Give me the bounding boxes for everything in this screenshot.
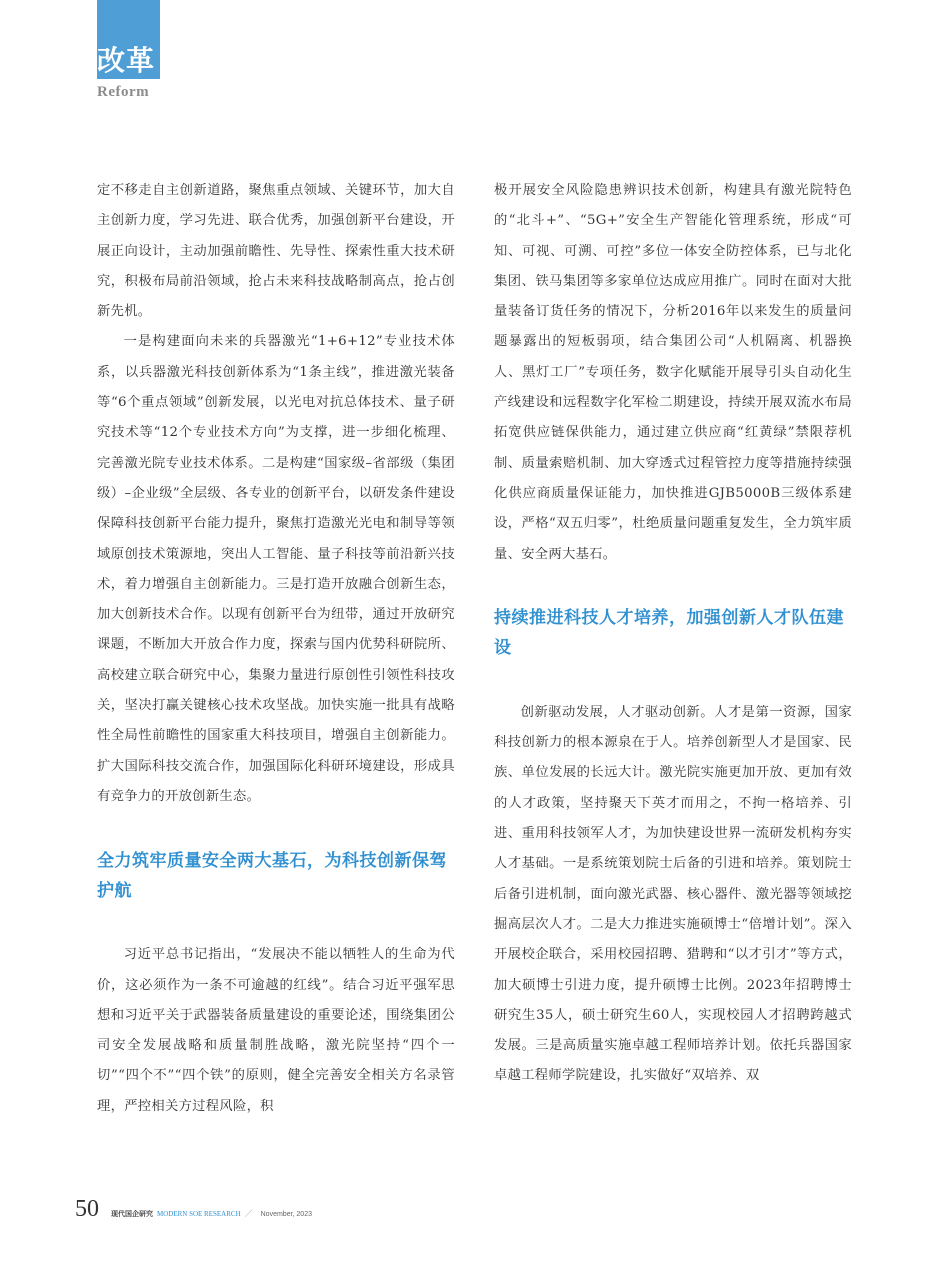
left-column <box>97 176 455 1122</box>
section-heading-quality-safety: 全力筑牢质量安全两大基石，为科技创新保驾护航 <box>97 851 447 902</box>
journal-name-en: MODERN SOE RESEARCH <box>157 1210 241 1218</box>
left-paragraph-2: 一是构建面向未来的兵器激光“1+6+12”专业技术体系，以兵器激光科技创新体系为“1条主线”，推进激光装备等“6个重点领域”创新发展，以光电对抗总体技术、量子研究技术等“12个专业技术方向”为支撑，进一步细化梳理、完善激光院专业技术体系。二是构建“国家级–省部级（集团级）–企业级”全层级、各专业的创新平台，以研发条件建设保障科技创新平台能力提升，聚焦打造激光光电和制导等领域原创技术策源地，突出人工智能、量子科技等前沿新兴技术，着力增强自主创新能力。三是打造开放融合创新生态，加大创新技术合作。以现有创新平台为纽带，通过开放研究课题，不断加大开放合作力度，探索与国内优势科研院所、高校建立联合研究中心，集聚力量进行原创性引领性科技攻关，坚决打赢关键核心技术攻坚战。加快实施一批具有战略性全局性前瞻性的国家重大科技项目，增强自主创新能力。扩大国际科技交流合作，加强国际化科研环境建设，形成具有竞争力的开放创新生态。 <box>97 334 455 804</box>
section-title: 改革 <box>97 44 156 77</box>
journal-name-cn: 现代国企研究 <box>111 1210 153 1218</box>
section-tab-rule <box>97 79 160 81</box>
page-number: 50 <box>75 1196 99 1222</box>
page-footer <box>75 1196 312 1224</box>
section-subtitle-en: Reform <box>97 84 150 100</box>
left-paragraph-3: 习近平总书记指出，“发展决不能以牺牲人的生命为代价，这必须作为一条不可逾越的红线”。结合习近平强军思想和习近平关于武器装备质量建设的重要论述，围绕集团公司安全发展战略和质量制胜战略，激光院坚持“四个一切”“四个不”“四个铁”的原则，健全完善安全相关方名录管理，严控相关方过程风险，积 <box>97 947 455 1114</box>
left-paragraph-1: 定不移走自主创新道路，聚焦重点领域、关键环节，加大自主创新力度，学习先进、联合优秀，加强创新平台建设，开展正向设计，主动加强前瞻性、先导性、探索性重大技术研究，积极布局前沿领域，抢占未来科技战略制高点，抢占创新先机。 <box>97 183 455 320</box>
issue-date: November, 2023 <box>260 1211 312 1218</box>
right-paragraph-2: 创新驱动发展，人才驱动创新。人才是第一资源，国家科技创新力的根本源泉在于人。培养创新型人才是国家、民族、单位发展的长远大计。激光院实施更加开放、更加有效的人才政策，坚持聚天下英才而用之，不拘一格培养、引进、重用科技领军人才，为加快建设世界一流研发机构夯实人才基础。一是系统策划院士后备的引进和培养。策划院士后备引进机制，面向激光武器、核心器件、激光器等领域挖掘高层次人才。二是大力推进实施硕博士“倍增计划”。深入开展校企联合，采用校园招聘、猎聘和“以才引才”等方式，加大硕博士引进力度，提升硕博士比例。2023年招聘博士研究生35人，硕士研究生60人，实现校园人才招聘跨越式发展。三是高质量实施卓越工程师培养计划。依托兵器国家卓越工程师学院建设，扎实做好“双培养、双 <box>494 704 852 1084</box>
right-paragraph-1: 极开展安全风险隐患辨识技术创新，构建具有激光院特色的“北斗+”、“5G+”安全生产智能化管理系统，形成“可知、可视、可溯、可控”多位一体安全防控体系，已与北化集团、铁马集团等多家单位达成应用推广。同时在面对大批量装备订货任务的情况下，分析2016年以来发生的质量问题暴露出的短板弱项，结合集团公司“人机隔离、机器换人、黑灯工厂”专项任务，数字化赋能开展导引头自动化生产线建设和远程数字化军检二期建设，持续开展双流水布局拓宽供应链保供能力，通过建立供应商“红黄绿”禁限荐机制、质量索赔机制、加大穿透式过程管控力度等措施持续强化供应商质量保证能力，加快推进GJB5000B三级体系建设，严格“双五归零”，杜绝质量问题重复发生，全力筑牢质量、安全两大基石。 <box>494 183 852 562</box>
right-column <box>494 176 852 1092</box>
footer-separator: ／ <box>244 1209 253 1218</box>
section-heading-talent: 持续推进科技人才培养，加强创新人才队伍建设 <box>494 607 844 658</box>
